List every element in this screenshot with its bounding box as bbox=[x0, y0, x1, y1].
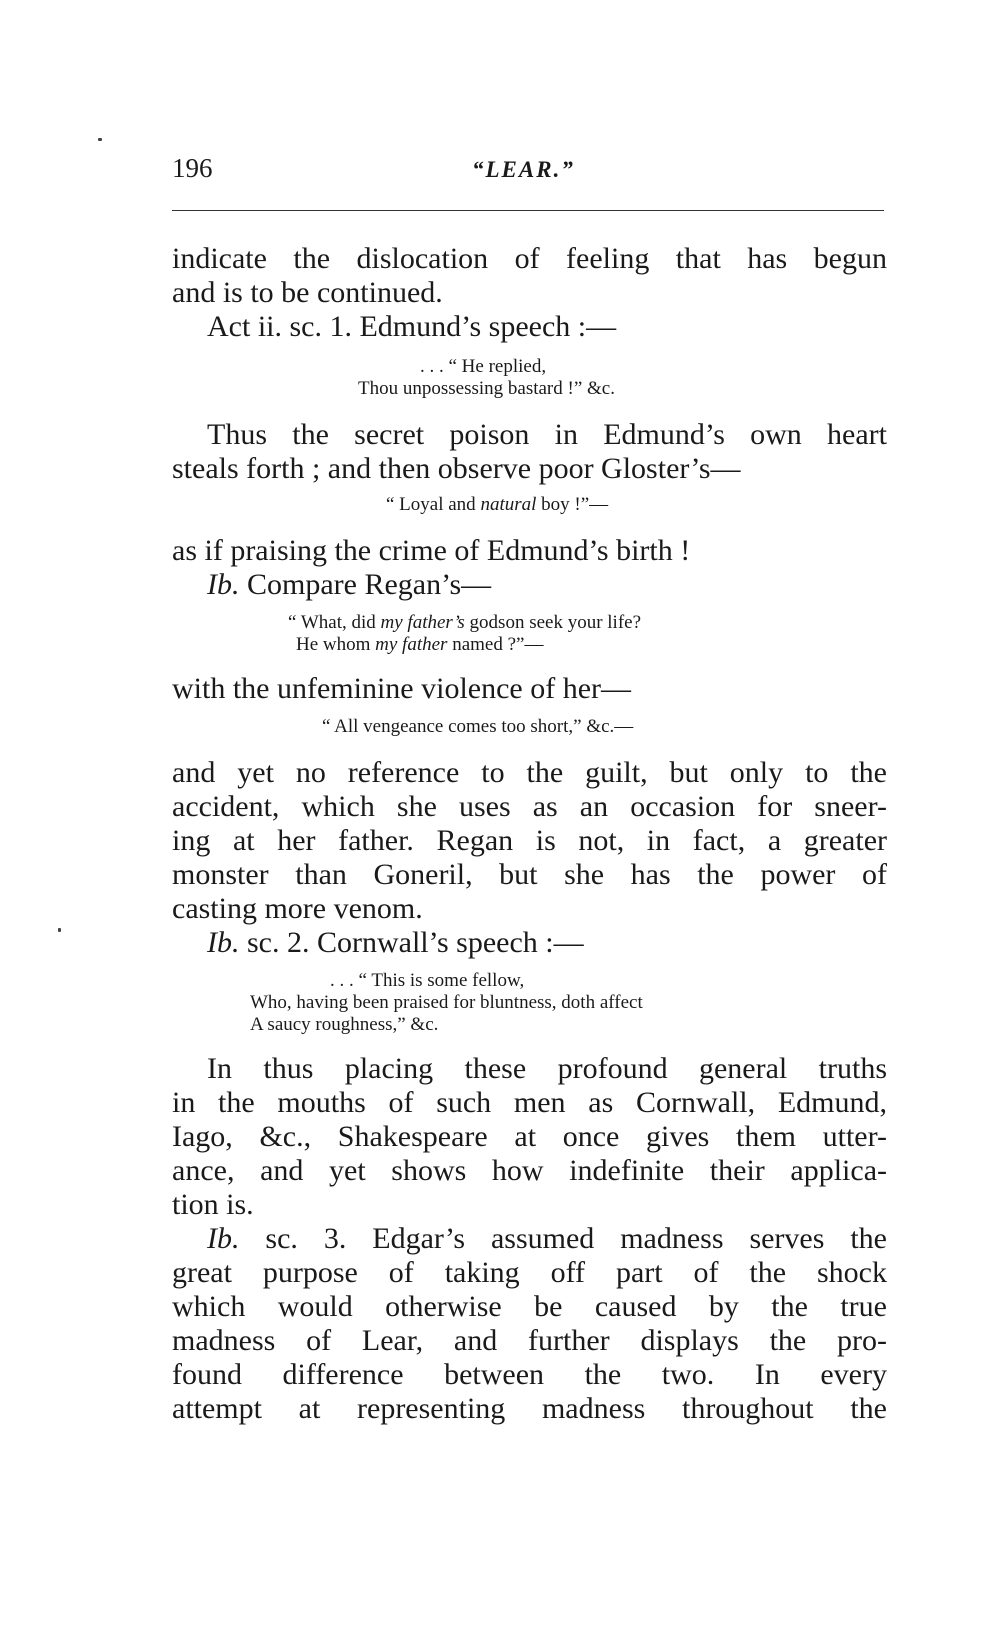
body-text bbox=[172, 0, 887, 1634]
text-line: Ib. sc. 2. Cornwall’s speech :— bbox=[207, 926, 584, 959]
print-speck bbox=[58, 928, 61, 932]
text-line: Act ii. sc. 1. Edmund’s speech :— bbox=[207, 310, 617, 343]
page-number: 196 bbox=[172, 153, 213, 183]
text-line: with the unfeminine violence of her— bbox=[172, 672, 632, 705]
quotation-line: “ What, did my father’s godson seek your life? bbox=[288, 612, 642, 633]
quotation-line: “ Loyal and natural boy !”— bbox=[386, 494, 609, 515]
text-line: In thus placing these profound general truths bbox=[207, 1052, 887, 1085]
text-line: great purpose of taking off part of the shock bbox=[172, 1256, 887, 1289]
text-line: attempt at representing madness throughout the bbox=[172, 1392, 887, 1425]
text-line: and is to be continued. bbox=[172, 276, 443, 309]
text-line: Iago, &c., Shakespeare at once gives them utter- bbox=[172, 1120, 887, 1153]
text-line: steals forth ; and then observe poor Gloster’s— bbox=[172, 452, 741, 485]
text-line: ing at her father. Regan is not, in fact, a greater bbox=[172, 824, 887, 857]
text-line: as if praising the crime of Edmund’s birth ! bbox=[172, 534, 691, 567]
quotation-line: “ All vengeance comes too short,” &c.— bbox=[322, 716, 634, 737]
text-line: which would otherwise be caused by the true bbox=[172, 1290, 887, 1323]
text-line: monster than Goneril, but she has the power of bbox=[172, 858, 887, 891]
text-line: tion is. bbox=[172, 1188, 254, 1221]
text-line: Ib. sc. 3. Edgar’s assumed madness serves the bbox=[207, 1222, 887, 1255]
quotation-line: . . . “ He replied, bbox=[420, 356, 547, 377]
quotation-line: Who, having been praised for bluntness, doth affect bbox=[250, 992, 643, 1013]
quotation-line: He whom my father named ?”— bbox=[296, 634, 544, 655]
quotation-line: Thou unpossessing bastard !” &c. bbox=[358, 378, 615, 399]
running-title: “LEAR.” bbox=[472, 157, 575, 182]
text-line: casting more venom. bbox=[172, 892, 423, 925]
quotation-line: A saucy roughness,” &c. bbox=[250, 1014, 439, 1035]
quotation-line: . . . “ This is some fellow, bbox=[330, 970, 525, 991]
text-line: Thus the secret poison in Edmund’s own heart bbox=[207, 418, 887, 451]
text-line: ance, and yet shows how indefinite their applica- bbox=[172, 1154, 887, 1187]
text-line: Ib. Compare Regan’s— bbox=[207, 568, 492, 601]
print-speck bbox=[98, 138, 102, 141]
text-line: found difference between the two. In every bbox=[172, 1358, 887, 1391]
text-line: in the mouths of such men as Cornwall, Edmund, bbox=[172, 1086, 887, 1119]
text-line: and yet no reference to the guilt, but only to the bbox=[172, 756, 887, 789]
text-line: madness of Lear, and further displays the pro- bbox=[172, 1324, 887, 1357]
text-line: accident, which she uses as an occasion for sneer- bbox=[172, 790, 887, 823]
text-line: indicate the dislocation of feeling that has begun bbox=[172, 242, 887, 275]
